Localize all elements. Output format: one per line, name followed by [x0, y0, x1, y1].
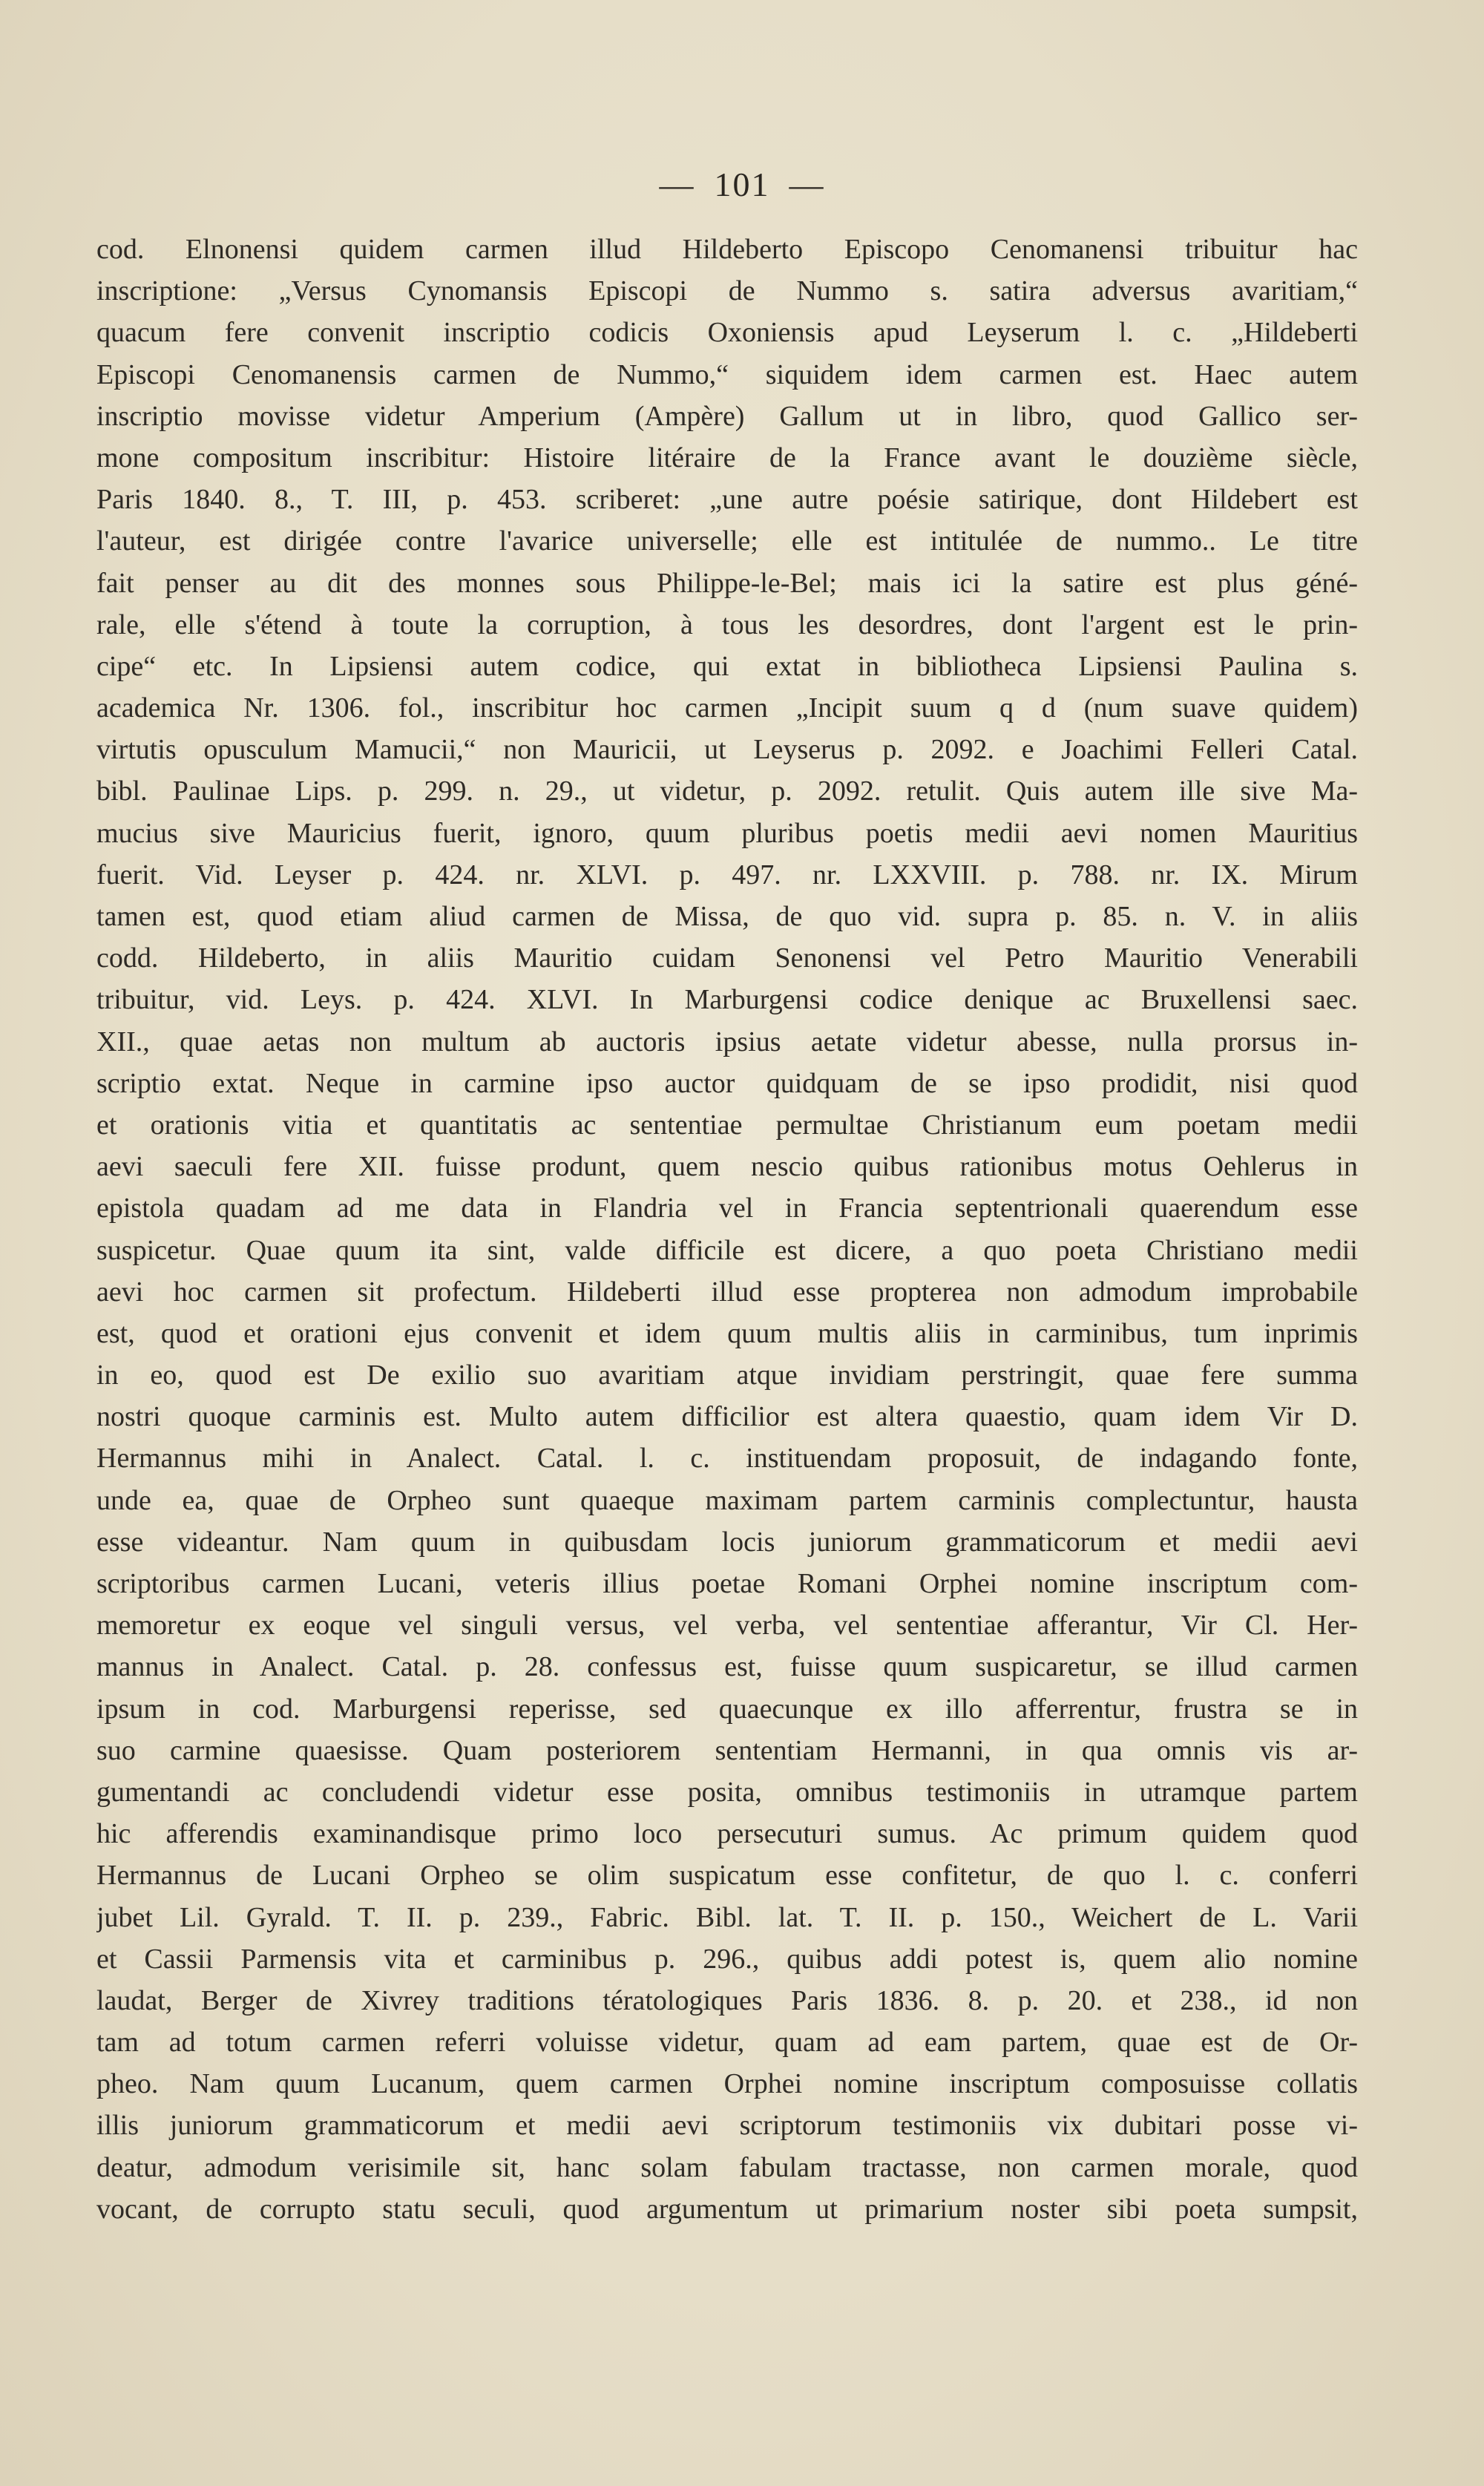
- text-line: quacum fere convenit inscriptio codicis Oxoniensis apud Leyserum l. c. „Hildeberti: [96, 317, 1358, 349]
- text-line: suspicetur. Quae quum ita sint, valde difficile est dicere, a quo poeta Christiano medii: [96, 1234, 1358, 1266]
- text-line: cipe“ etc. In Lipsiensi autem codice, qui extat in bibliotheca Lipsiensi Paulina s.: [96, 650, 1358, 682]
- page-header: [0, 165, 1484, 204]
- text-line: rale, elle s'étend à toute la corruption, à tous les desordres, dont l'argent est le prin-: [96, 609, 1358, 640]
- text-line: illis juniorum grammaticorum et medii aevi scriptorum testimoniis vix dubitari posse vi-: [96, 2110, 1358, 2142]
- text-line: tam ad totum carmen referri voluisse videtur, quam ad eam partem, quae est de Or-: [96, 2027, 1358, 2059]
- text-line: gumentandi ac concludendi videtur esse posita, omnibus testimoniis in utramque partem: [96, 1776, 1358, 1808]
- text-line: ipsum in cod. Marburgensi reperisse, sed quaecunque ex illo afferrentur, frustra se in: [96, 1693, 1358, 1725]
- header-dash-left: —: [659, 165, 695, 203]
- text-line: jubet Lil. Gyrald. T. II. p. 239., Fabric. Bibl. lat. T. II. p. 150., Weichert de L. Varii: [96, 1901, 1358, 1933]
- text-line: memoretur ex eoque vel singuli versus, vel verba, vel sententiae afferantur, Vir Cl. Her-: [96, 1610, 1358, 1642]
- text-line: Hermannus mihi in Analect. Catal. l. c. instituendam proposuit, de indagando fonte,: [96, 1443, 1358, 1475]
- text-line: aevi saeculi fere XII. fuisse produnt, quem nescio quibus rationibus motus Oehlerus in: [96, 1151, 1358, 1183]
- text-line: virtutis opusculum Mamucii,“ non Mauricii, ut Leyserus p. 2092. e Joachimi Felleri Catal.: [96, 734, 1358, 766]
- text-line: hic afferendis examinandisque primo loco persecuturi sumus. Ac primum quidem quod: [96, 1818, 1358, 1850]
- text-line: est, quod et orationi ejus convenit et idem quum multis aliis in carminibus, tum inprimis: [96, 1317, 1358, 1349]
- text-line: epistola quadam ad me data in Flandria vel in Francia septentrionali quaerendum esse: [96, 1193, 1358, 1224]
- text-line: XII., quae aetas non multum ab auctoris ipsius aetate videtur abesse, nulla prorsus in-: [96, 1026, 1358, 1057]
- text-line: nostri quoque carminis est. Multo autem difficilior est altera quaestio, quam idem Vir D.: [96, 1401, 1358, 1433]
- header-dash-right: —: [789, 165, 825, 203]
- text-line: fait penser au dit des monnes sous Philippe-le-Bel; mais ici la satire est plus géné-: [96, 567, 1358, 599]
- page-number: 101: [714, 165, 770, 203]
- text-line: academica Nr. 1306. fol., inscribitur hoc carmen „Incipit suum q d (num suave quidem): [96, 692, 1358, 724]
- text-line: l'auteur, est dirigée contre l'avarice universelle; elle est intitulée de nummo.. Le titre: [96, 525, 1358, 557]
- text-line: mone compositum inscribitur: Histoire litéraire de la France avant le douzième siècle,: [96, 442, 1358, 473]
- text-line: tribuitur, vid. Leys. p. 424. XLVI. In Marburgensi codice denique ac Bruxellensi saec.: [96, 984, 1358, 1016]
- text-line: et orationis vitia et quantitatis ac sententiae permultae Christianum eum poetam medii: [96, 1109, 1358, 1141]
- text-line: unde ea, quae de Orpheo sunt quaeque maximam partem carminis complectuntur, hausta: [96, 1484, 1358, 1516]
- text-line: in eo, quod est De exilio suo avaritiam atque invidiam perstringit, quae fere summa: [96, 1360, 1358, 1391]
- text-line: tamen est, quod etiam aliud carmen de Missa, de quo vid. supra p. 85. n. V. in aliis: [96, 901, 1358, 932]
- text-line: esse videantur. Nam quum in quibusdam locis juniorum grammaticorum et medii aevi: [96, 1526, 1358, 1558]
- text-line: Episcopi Cenomanensis carmen de Nummo,“ siquidem idem carmen est. Haec autem: [96, 358, 1358, 390]
- text-line: deatur, admodum verisimile sit, hanc solam fabulam tractasse, non carmen morale, quod: [96, 2151, 1358, 2183]
- text-line: pheo. Nam quum Lucanum, quem carmen Orphei nomine inscriptum composuisse collatis: [96, 2068, 1358, 2100]
- text-line: bibl. Paulinae Lips. p. 299. n. 29., ut videtur, p. 2092. retulit. Quis autem ille sive Ma-: [96, 775, 1358, 807]
- text-line: Hermannus de Lucani Orpheo se olim suspicatum esse confitetur, de quo l. c. conferri: [96, 1860, 1358, 1892]
- text-line: aevi hoc carmen sit profectum. Hildeberti illud esse propterea non admodum improbabile: [96, 1276, 1358, 1308]
- text-line: laudat, Berger de Xivrey traditions tératologiques Paris 1836. 8. p. 20. et 238., id non: [96, 1984, 1358, 2016]
- text-line: codd. Hildeberto, in aliis Mauritio cuidam Senonensi vel Petro Mauritio Venerabili: [96, 942, 1358, 974]
- text-line: Paris 1840. 8., T. III, p. 453. scriberet: „une autre poésie satirique, dont Hildebert est: [96, 484, 1358, 516]
- text-line: suo carmine quaesisse. Quam posteriorem sententiam Hermanni, in qua omnis vis ar-: [96, 1734, 1358, 1766]
- text-line: cod. Elnonensi quidem carmen illud Hildeberto Episcopo Cenomanensi tribuitur hac: [96, 234, 1358, 265]
- text-line: mucius sive Mauricius fuerit, ignoro, quum pluribus poetis medii aevi nomen Mauritius: [96, 817, 1358, 849]
- text-line: mannus in Analect. Catal. p. 28. confessus est, fuisse quum suspicaretur, se illud carmen: [96, 1651, 1358, 1683]
- text-line: scriptio extat. Neque in carmine ipso auctor quidquam de se ipso prodidit, nisi quod: [96, 1067, 1358, 1099]
- text-line: inscriptio movisse videtur Amperium (Ampère) Gallum ut in libro, quod Gallico ser-: [96, 400, 1358, 432]
- text-line: inscriptione: „Versus Cynomansis Episcopi de Nummo s. satira adversus avaritiam,“: [96, 275, 1358, 307]
- text-line: vocant, de corrupto statu seculi, quod argumentum ut primarium noster sibi poeta sumpsit,: [96, 2193, 1358, 2225]
- text-line: fuerit. Vid. Leyser p. 424. nr. XLVI. p. 497. nr. LXXVIII. p. 788. nr. IX. Mirum: [96, 859, 1358, 891]
- text-line: et Cassii Parmensis vita et carminibus p. 296., quibus addi potest is, quem alio nomine: [96, 1943, 1358, 1975]
- body-text: [96, 229, 1358, 2230]
- text-line: scriptoribus carmen Lucani, veteris illius poetae Romani Orphei nomine inscriptum com-: [96, 1568, 1358, 1599]
